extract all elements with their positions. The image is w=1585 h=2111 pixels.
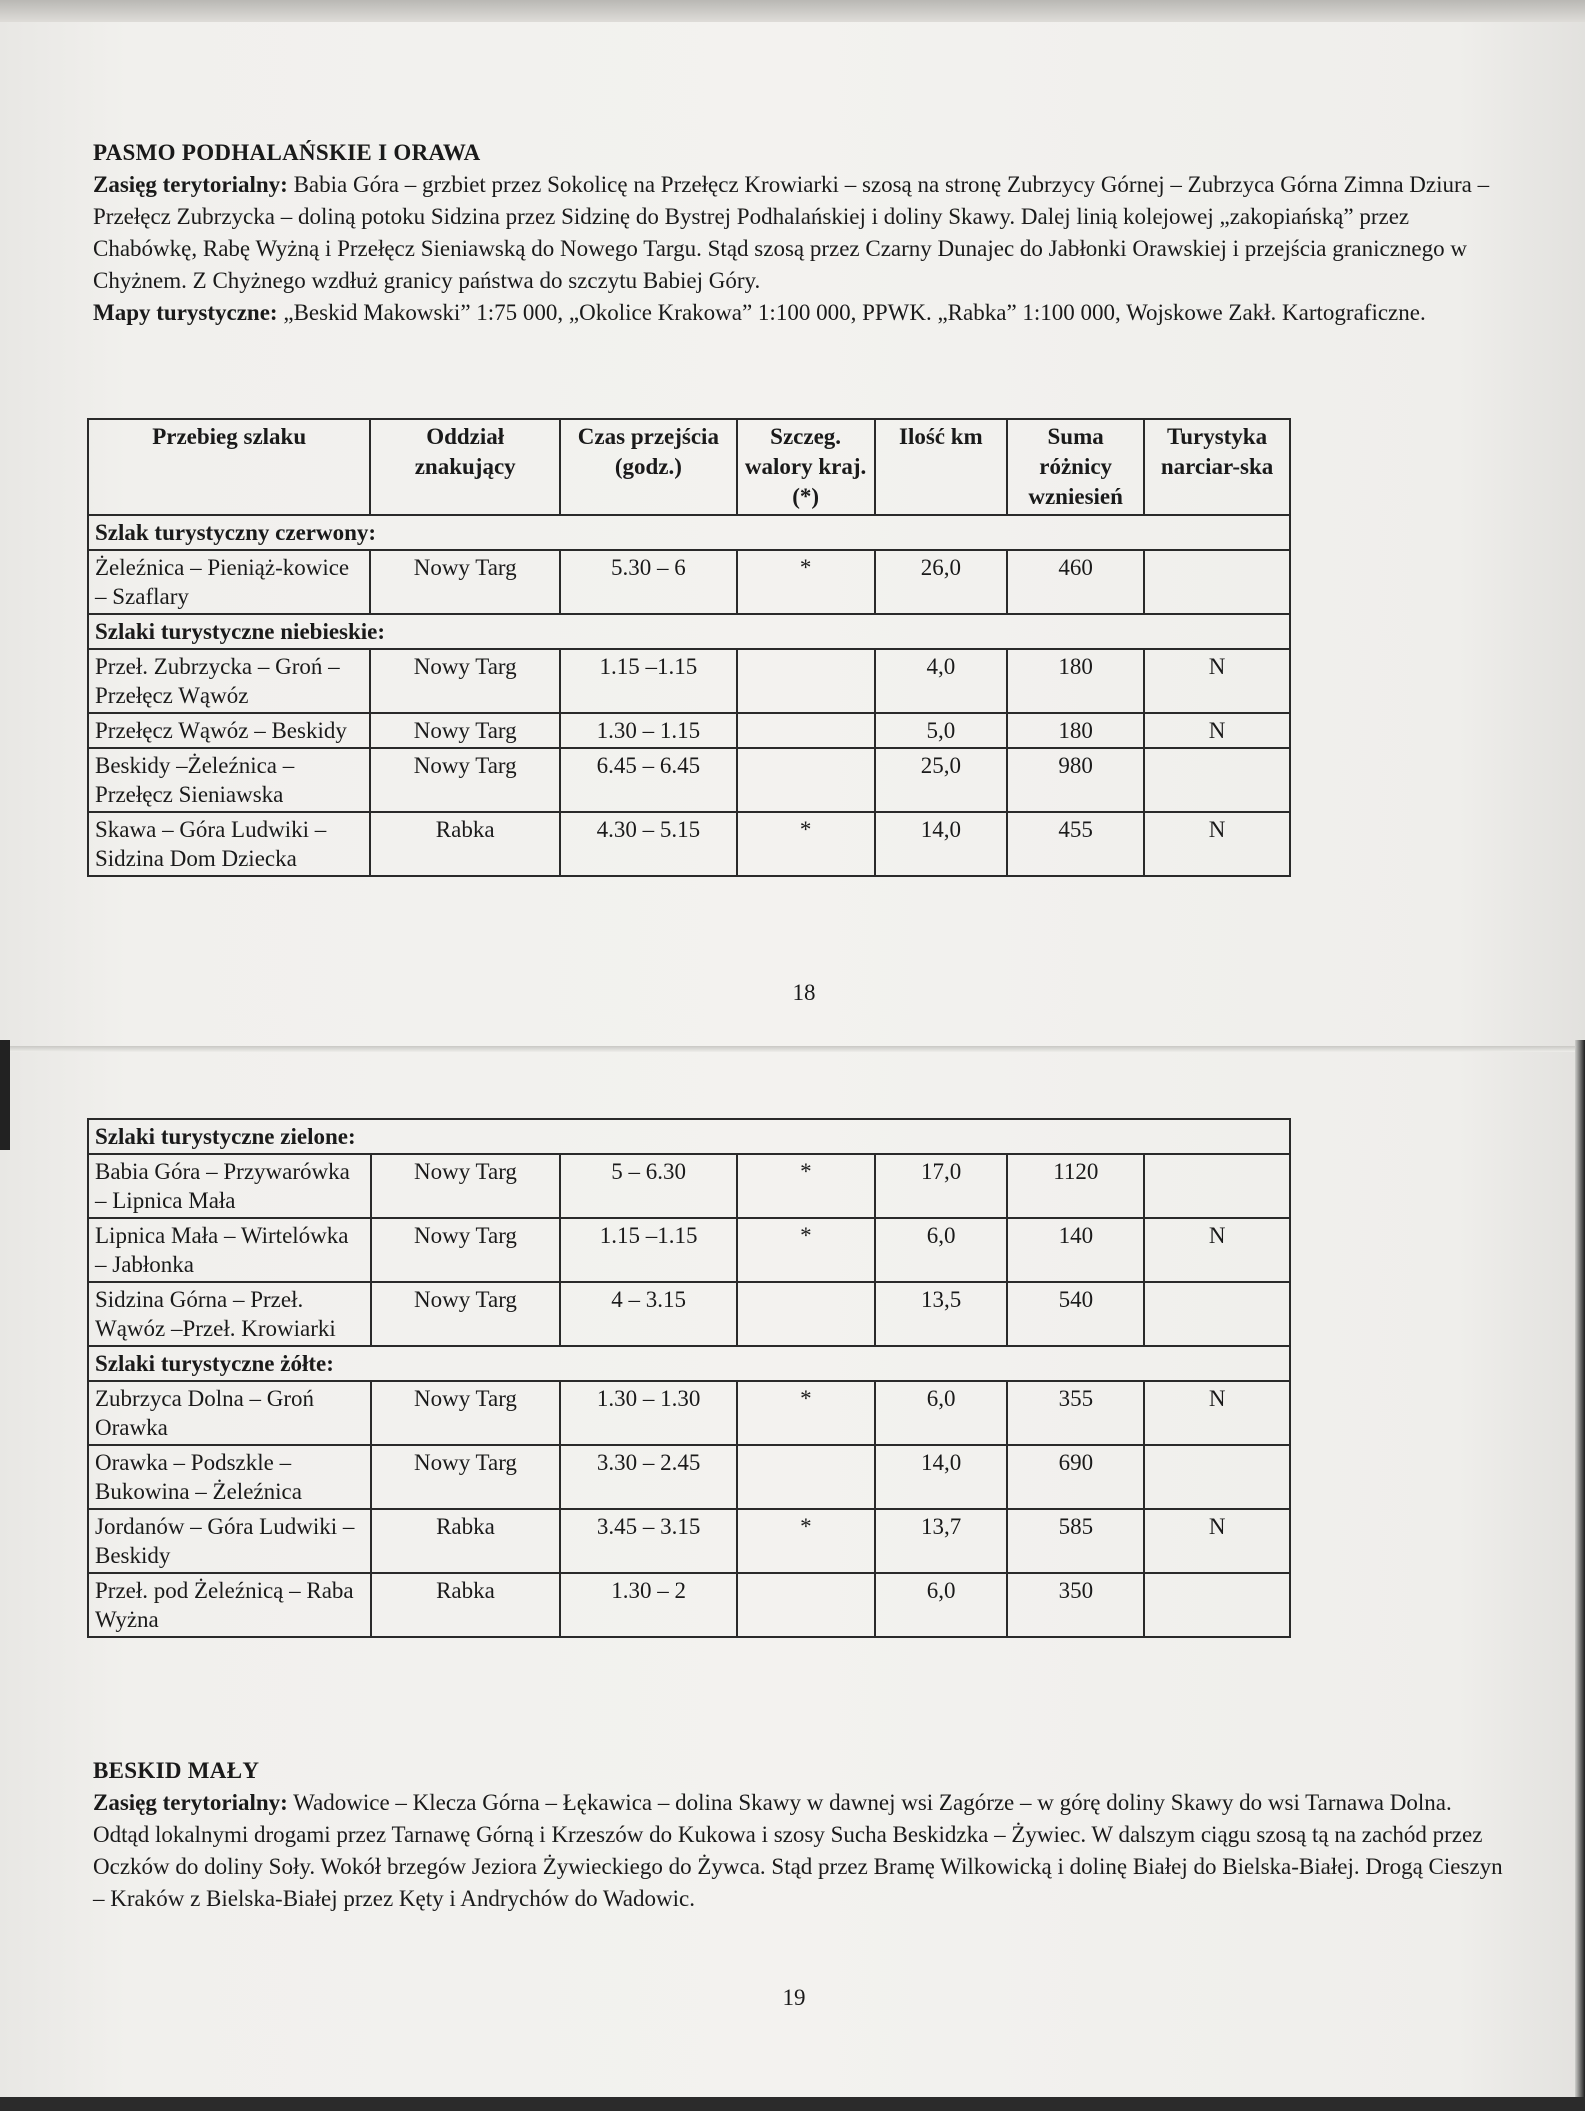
cell-elevation: 1120	[1007, 1154, 1144, 1218]
cell-branch: Nowy Targ	[371, 1282, 561, 1346]
cell-km: 6,0	[875, 1218, 1008, 1282]
cell-time: 4.30 – 5.15	[560, 812, 737, 876]
cell-branch: Nowy Targ	[370, 748, 560, 812]
section-title: Szlaki turystyczne żółte:	[88, 1346, 1290, 1381]
cell-branch: Rabka	[371, 1509, 561, 1573]
range-text: Wadowice – Klecza Górna – Łękawica – dolina Skawy w dawnej wsi Zagórze – w górę doliny Skawy do wsi Tarnawa Dolna. Odtąd lokalnymi drogami przez Tarnawę Górną i Krzeszów do Kukowa i szosy Sucha Beskidzka – Żywiec. W dalszym ciągu szosą tą na zachód przez Oczków do doliny Soły. Wokół brzegów Jeziora Żywieckiego do Żywca. Stąd przez Bramę Wilkowicką i dolinę Białej do Bielska-Białej. Drogą Cieszyn – Kraków z Bielska-Białej przez Kęty i Andrychów do Wadowic.	[93, 1790, 1503, 1911]
section-beskid-maly	[93, 1755, 1503, 1915]
scan-bottom-edge	[0, 2097, 1585, 2111]
header-time: Czas przejścia (godz.)	[560, 419, 737, 515]
cell-elevation: 455	[1007, 812, 1144, 876]
cell-km: 17,0	[875, 1154, 1008, 1218]
cell-km: 14,0	[875, 1445, 1008, 1509]
cell-scenic: *	[737, 1154, 875, 1218]
cell-km: 4,0	[875, 649, 1008, 713]
cell-time: 3.45 – 3.15	[560, 1509, 737, 1573]
cell-elevation: 540	[1007, 1282, 1144, 1346]
cell-ski: N	[1144, 1218, 1290, 1282]
cell-branch: Nowy Targ	[371, 1218, 561, 1282]
cell-route: Przełęcz Wąwóz – Beskidy	[88, 713, 370, 748]
table-row	[88, 1381, 1290, 1445]
cell-km: 6,0	[875, 1573, 1008, 1637]
cell-ski: N	[1144, 1509, 1290, 1573]
table-row	[88, 1218, 1290, 1282]
cell-ski: N	[1144, 1381, 1290, 1445]
cell-scenic: *	[737, 1381, 875, 1445]
cell-scenic	[737, 1445, 875, 1509]
cell-ski	[1144, 1282, 1290, 1346]
table-section-row	[88, 1119, 1290, 1154]
cell-time: 1.30 – 1.30	[560, 1381, 737, 1445]
section-heading: BESKID MAŁY	[93, 1758, 260, 1783]
cell-km: 5,0	[875, 713, 1008, 748]
cell-km: 14,0	[875, 812, 1008, 876]
table-row	[88, 1154, 1290, 1218]
cell-time: 3.30 – 2.45	[560, 1445, 737, 1509]
cell-ski: N	[1144, 812, 1290, 876]
cell-route: Sidzina Górna – Przeł. Wąwóz –Przeł. Krowiarki	[88, 1282, 371, 1346]
table-row	[88, 1445, 1290, 1509]
header-route: Przebieg szlaku	[88, 419, 370, 515]
cell-scenic	[737, 1282, 875, 1346]
cell-scenic: *	[737, 550, 875, 614]
header-elevation: Suma różnicy wzniesień	[1007, 419, 1144, 515]
header-km: Ilość km	[875, 419, 1008, 515]
table-header-row	[88, 419, 1290, 515]
section-title: Szlaki turystyczne zielone:	[88, 1119, 1290, 1154]
table-row	[88, 713, 1290, 748]
table-row	[88, 748, 1290, 812]
cell-ski	[1144, 748, 1290, 812]
cell-elevation: 140	[1007, 1218, 1144, 1282]
cell-elevation: 355	[1007, 1381, 1144, 1445]
table-row	[88, 1509, 1290, 1573]
cell-elevation: 180	[1007, 649, 1144, 713]
cell-time: 5 – 6.30	[560, 1154, 737, 1218]
cell-branch: Nowy Targ	[370, 713, 560, 748]
cell-time: 1.30 – 2	[560, 1573, 737, 1637]
maps-label: Mapy turystyczne:	[93, 300, 278, 325]
cell-route: Skawa – Góra Ludwiki – Sidzina Dom Dziecka	[88, 812, 370, 876]
table-row	[88, 550, 1290, 614]
table-row	[88, 812, 1290, 876]
cell-route: Beskidy –Żeleźnica – Przełęcz Sieniawska	[88, 748, 370, 812]
cell-km: 6,0	[875, 1381, 1008, 1445]
cell-route: Żeleźnica – Pieniąż-kowice – Szaflary	[88, 550, 370, 614]
cell-branch: Nowy Targ	[371, 1381, 561, 1445]
cell-ski	[1144, 1573, 1290, 1637]
section-title: Szlak turystyczny czerwony:	[88, 515, 1290, 550]
cell-branch: Rabka	[370, 812, 560, 876]
header-scenic: Szczeg. walory kraj. (*)	[737, 419, 875, 515]
range-label: Zasięg terytorialny:	[93, 172, 288, 197]
section-pasmo-podhalanskie	[93, 137, 1503, 329]
cell-route: Babia Góra – Przywarówka – Lipnica Mała	[88, 1154, 371, 1218]
cell-elevation: 585	[1007, 1509, 1144, 1573]
cell-time: 1.30 – 1.15	[560, 713, 737, 748]
cell-scenic	[737, 713, 875, 748]
cell-km: 13,5	[875, 1282, 1008, 1346]
range-paragraph	[93, 169, 1503, 297]
header-ski: Turystyka narciar-ska	[1144, 419, 1290, 515]
cell-time: 1.15 –1.15	[560, 1218, 737, 1282]
cell-elevation: 690	[1007, 1445, 1144, 1509]
maps-text: „Beskid Makowski” 1:75 000, „Okolice Krakowa” 1:100 000, PPWK. „Rabka” 1:100 000, Wojskowe Zakł. Kartograficzne.	[283, 300, 1426, 325]
cell-ski	[1144, 1154, 1290, 1218]
cell-route: Orawka – Podszkle – Bukowina – Żeleźnica	[88, 1445, 371, 1509]
scan-left-shadow	[0, 1040, 10, 1150]
cell-scenic	[737, 1573, 875, 1637]
maps-paragraph	[93, 297, 1503, 329]
cell-route: Zubrzyca Dolna – Groń Orawka	[88, 1381, 371, 1445]
header-branch: Oddział znakujący	[370, 419, 560, 515]
cell-ski	[1144, 550, 1290, 614]
cell-time: 5.30 – 6	[560, 550, 737, 614]
table-section-row	[88, 614, 1290, 649]
table-row	[88, 649, 1290, 713]
cell-time: 6.45 – 6.45	[560, 748, 737, 812]
table-section-row	[88, 1346, 1290, 1381]
cell-scenic: *	[737, 1218, 875, 1282]
cell-ski	[1144, 1445, 1290, 1509]
cell-ski: N	[1144, 649, 1290, 713]
cell-branch: Rabka	[371, 1573, 561, 1637]
cell-route: Jordanów – Góra Ludwiki – Beskidy	[88, 1509, 371, 1573]
cell-scenic	[737, 649, 875, 713]
cell-scenic: *	[737, 812, 875, 876]
page-number: 18	[792, 980, 816, 1005]
cell-elevation: 460	[1007, 550, 1144, 614]
cell-route: Przeł. pod Żeleźnicą – Raba Wyżna	[88, 1573, 371, 1637]
scan-right-shadow	[1575, 1040, 1585, 2100]
cell-branch: Nowy Targ	[371, 1154, 561, 1218]
section-heading: PASMO PODHALAŃSKIE I ORAWA	[93, 140, 481, 165]
page-number: 19	[782, 1985, 806, 2010]
page-fold	[0, 1046, 1585, 1052]
cell-time: 1.15 –1.15	[560, 649, 737, 713]
cell-route: Lipnica Mała – Wirtelówka – Jabłonka	[88, 1218, 371, 1282]
section-title: Szlaki turystyczne niebieskie:	[88, 614, 1290, 649]
cell-km: 13,7	[875, 1509, 1008, 1573]
cell-ski: N	[1144, 713, 1290, 748]
table-section-row	[88, 515, 1290, 550]
cell-branch: Nowy Targ	[371, 1445, 561, 1509]
cell-elevation: 350	[1007, 1573, 1144, 1637]
cell-scenic: *	[737, 1509, 875, 1573]
cell-branch: Nowy Targ	[370, 649, 560, 713]
cell-elevation: 980	[1007, 748, 1144, 812]
table-row	[88, 1573, 1290, 1637]
cell-scenic	[737, 748, 875, 812]
trails-table-page19	[87, 1118, 1291, 1638]
table-row	[88, 1282, 1290, 1346]
cell-elevation: 180	[1007, 713, 1144, 748]
cell-branch: Nowy Targ	[370, 550, 560, 614]
cell-route: Przeł. Zubrzycka – Groń – Przełęcz Wąwóz	[88, 649, 370, 713]
range-label: Zasięg terytorialny:	[93, 1790, 288, 1815]
trails-table-page18	[87, 418, 1291, 877]
range-paragraph	[93, 1787, 1503, 1915]
range-text: Babia Góra – grzbiet przez Sokolicę na Przełęcz Krowiarki – szosą na stronę Zubrzycy Górnej – Zubrzyca Górna Zimna Dziura – Przełęcz Zubrzycka – doliną potoku Sidzina przez Sidzinę do Bystrej Podhalańskiej i doliny Skawy. Dalej linią kolejowej „zakopiańską” przez Chabówkę, Rabę Wyżną i Przełęcz Sieniawską do Nowego Targu. Stąd szosą przez Czarny Dunajec do Jabłonki Orawskiej i przejścia granicznego w Chyżnem. Z Chyżnego wzdłuż granicy państwa do szczytu Babiej Góry.	[93, 172, 1490, 293]
cell-time: 4 – 3.15	[560, 1282, 737, 1346]
cell-km: 26,0	[875, 550, 1008, 614]
scan-top-edge	[0, 0, 1585, 22]
cell-km: 25,0	[875, 748, 1008, 812]
